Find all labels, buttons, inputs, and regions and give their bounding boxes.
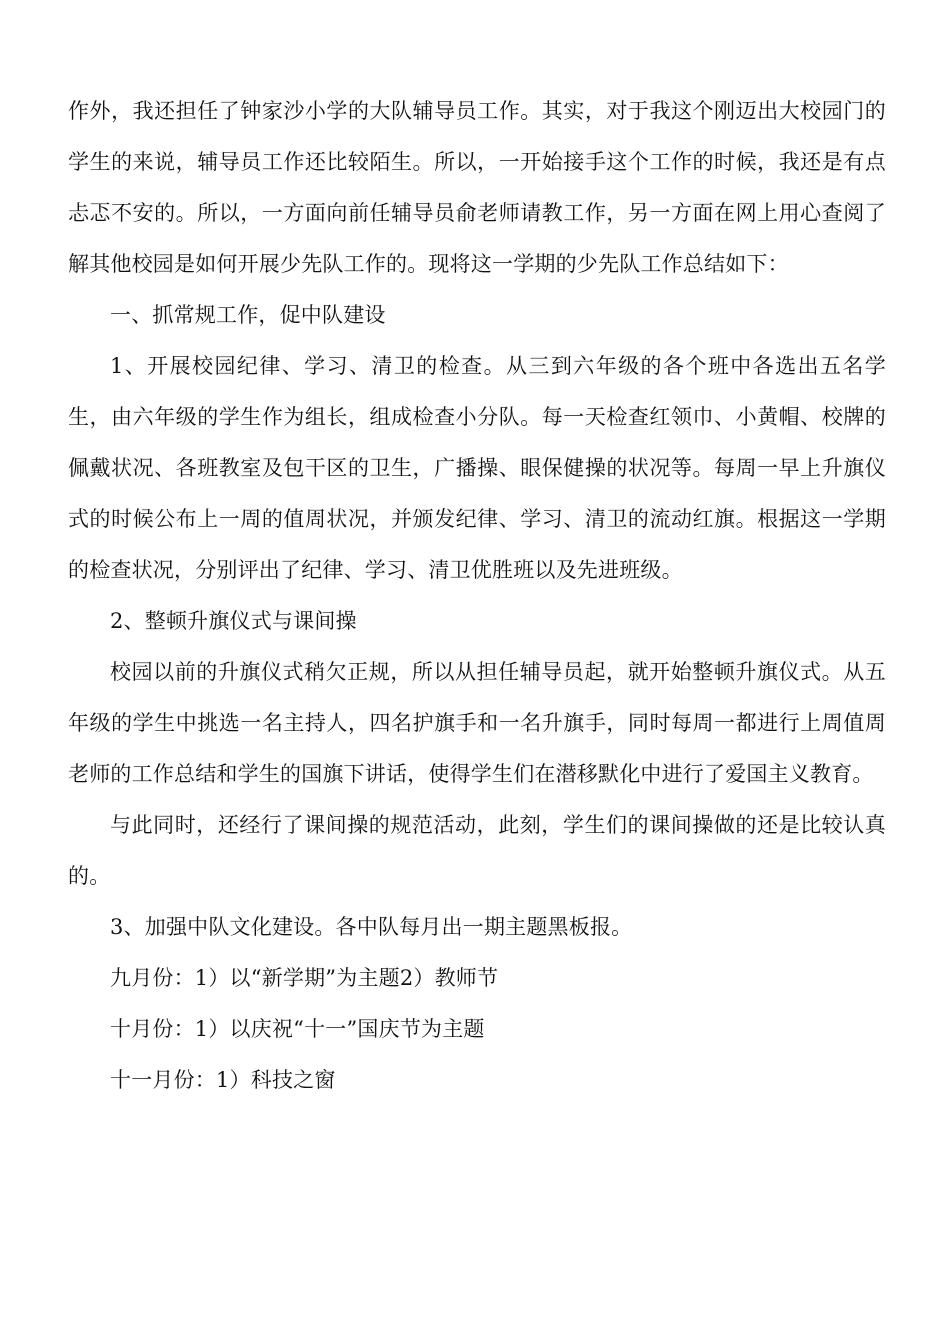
list-item: 十月份：1）以庆祝“十一”国庆节为主题 (110, 1017, 485, 1041)
document-page (68, 86, 886, 1106)
section-heading: 一、抓常规工作，促中队建设 (110, 303, 386, 327)
body-paragraph: 作外，我还担任了钟家沙小学的大队辅导员工作。其实，对于我这个刚迈出大校园门的学生的来说，辅导员工作还比较陌生。所以，一开始接手这个工作的时候，我还是有点忐忑不安的。所以，一方面向前任辅导员俞老师请教工作，另一方面在网上用心查阅了解其他校园是如何开展少先队工作的。现将这一学期的少先队工作总结如下： (68, 99, 886, 276)
body-paragraph: 与此同时，还经行了课间操的规范活动，此刻，学生们的课间操做的还是比较认真的。 (68, 813, 886, 888)
list-item: 十一月份：1）科技之窗 (110, 1068, 336, 1092)
body-paragraph: 1、开展校园纪律、学习、清卫的检查。从三到六年级的各个班中各选出五名学生，由六年级的学生作为组长，组成检查小分队。每一天检查红领巾、小黄帽、校牌的佩戴状况、各班教室及包干区的卫生，广播操、眼保健操的状况等。每周一早上升旗仪式的时候公布上一周的值周状况，并颁发纪律、学习、清卫的流动红旗。根据这一学期的检查状况，分别评出了纪律、学习、清卫优胜班以及先进班级。 (68, 354, 886, 582)
list-item: 九月份：1）以“新学期”为主题2）教师节 (110, 966, 499, 990)
body-paragraph: 3、加强中队文化建设。各中队每月出一期主题黑板报。 (110, 915, 633, 939)
body-paragraph: 校园以前的升旗仪式稍欠正规，所以从担任辅导员起，就开始整顿升旗仪式。从五年级的学生中挑选一名主持人，四名护旗手和一名升旗手，同时每周一都进行上周值周老师的工作总结和学生的国旗下讲话，使得学生们在潜移默化中进行了爱国主义教育。 (68, 660, 886, 786)
subsection-heading: 2、整顿升旗仪式与课间操 (110, 609, 357, 633)
